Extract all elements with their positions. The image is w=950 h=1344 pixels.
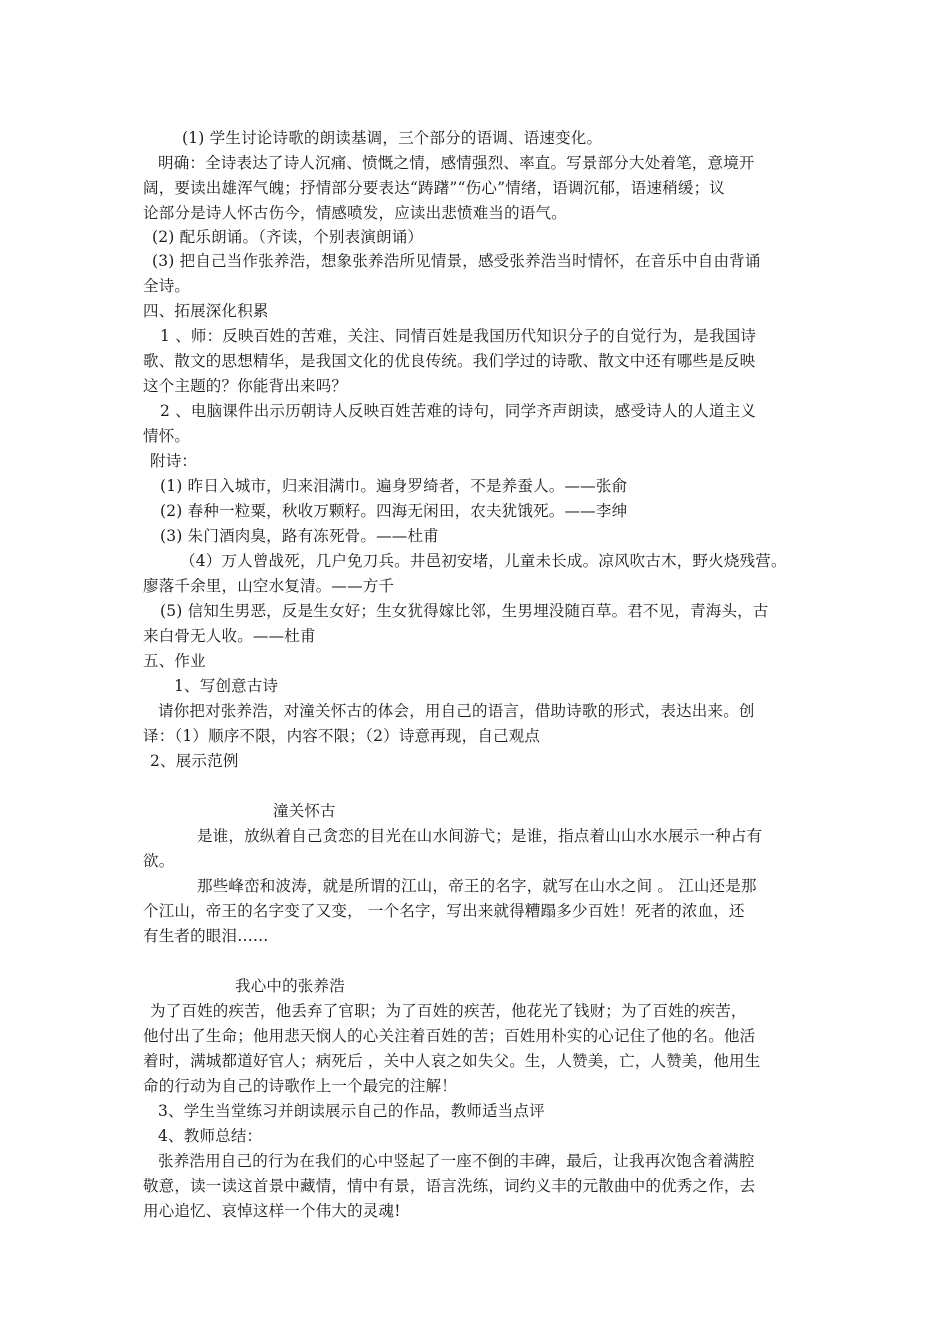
poem-line: 廖落千余里，山空水复清。——方千 xyxy=(143,577,395,595)
text-line: 有生者的眼泪…… xyxy=(143,927,269,945)
text-line: 为了百姓的疾苦，他丢弃了官职；为了百姓的疾苦，他花光了钱财；为了百姓的疾苦， xyxy=(150,1002,747,1020)
text-line: 欲。 xyxy=(143,852,175,870)
text-line: 歌、散文的思想精华，是我国文化的优良传统。我们学过的诗歌、散文中还有哪些是反映 xyxy=(143,352,756,370)
poem-line: (3) 朱门酒肉臭，路有冻死骨。——杜甫 xyxy=(160,527,439,545)
text-line: 着时，满城都道好官人；病死后 ，关中人哀之如失父。生，人赞美，亡，人赞美，他用生 xyxy=(143,1052,761,1070)
text-line: 论部分是诗人怀古伤今，情感喷发，应读出悲愤难当的语气。 xyxy=(143,204,567,222)
text-line: 张养浩用自己的行为在我们的心中竖起了一座不倒的丰碑，最后，让我再次饱含着满腔 xyxy=(158,1152,755,1170)
section-heading: 四、拓展深化积累 xyxy=(143,302,269,320)
text-line: 2 、电脑课件出示历朝诗人反映百姓苦难的诗句，同学齐声朗读，感受诗人的人道主义 xyxy=(160,402,757,420)
text-line: 情怀。 xyxy=(143,427,191,445)
poem-line: 来白骨无人收。——杜甫 xyxy=(143,627,316,645)
text-line: 1、写创意古诗 xyxy=(174,677,279,695)
text-line: 请你把对张养浩，对潼关怀古的体会，用自己的语言，借助诗歌的形式，表达出来。创 xyxy=(158,702,755,720)
section-heading: 五、作业 xyxy=(143,652,206,670)
text-line: 译：（1）顺序不限，内容不限；（2）诗意再现，自己观点 xyxy=(143,727,541,745)
text-line: 用心追忆、哀悼这样一个伟大的灵魂! xyxy=(143,1202,401,1220)
poem-title: 我心中的张养浩 xyxy=(235,977,345,995)
text-line: 命的行动为自己的诗歌作上一个最完的注解！ xyxy=(143,1077,458,1095)
text-line: 全诗。 xyxy=(143,277,191,295)
text-line: 1 、师：反映百姓的苦难，关注、同情百姓是我国历代知识分子的自觉行为，是我国诗 xyxy=(160,327,757,345)
text-line: 附诗： xyxy=(150,452,198,470)
text-line: 4、教师总结： xyxy=(158,1127,263,1145)
poem-line: (2) 春种一粒粟，秋收万颗籽。四海无闲田，农夫犹饿死。——李绅 xyxy=(160,502,628,520)
poem-line: （4）万人曾战死，几户免刀兵。井邑初安堵，儿童未长成。凉风吹古木，野火烧残营。 xyxy=(180,552,787,570)
poem-line: (5) 信知生男恶，反是生女好；生女犹得嫁比邻，生男埋没随百草。君不见，青海头，古 xyxy=(160,602,769,620)
text-line: (3) 把自己当作张养浩，想象张养浩所见情景，感受张养浩当时情怀，在音乐中自由背诵 xyxy=(152,252,761,270)
text-line: 是谁，放纵着自己贪恋的目光在山水间游弋；是谁，指点着山山水水展示一种占有 xyxy=(197,827,763,845)
text-line: (2) 配乐朗诵。（齐读，个别表演朗诵） xyxy=(152,228,424,246)
text-line: 敬意，读一读这首景中藏情，情中有景，语言洗练，词约义丰的元散曲中的优秀之作，去 xyxy=(143,1177,756,1195)
text-line: 个江山，帝王的名字变了又变， 一个名字，写出来就得糟蹋多少百姓！死者的浓血，还 xyxy=(143,902,745,920)
text-line: 3、学生当堂练习并朗读展示自己的作品，教师适当点评 xyxy=(158,1102,545,1120)
text-line: 这个主题的？你能背出来吗？ xyxy=(143,377,348,395)
text-line: 他付出了生命；他用悲天悯人的心关注着百姓的苦；百姓用朴实的心记住了他的名。他活 xyxy=(143,1027,756,1045)
text-line: 明确：全诗表达了诗人沉痛、愤慨之情，感情强烈、率直。写景部分大处着笔，意境开 xyxy=(158,154,755,172)
poem-line: (1) 昨日入城市，归来泪满巾。遍身罗绮者，不是养蚕人。——张俞 xyxy=(160,477,628,495)
poem-title: 潼关怀古 xyxy=(273,802,336,820)
text-line: (1) 学生讨论诗歌的朗读基调，三个部分的语调、语速变化。 xyxy=(182,129,603,147)
text-line: 那些峰峦和波涛，就是所谓的江山，帝王的名字，就写在山水之间 。 江山还是那 xyxy=(197,877,757,895)
text-line: 2、展示范例 xyxy=(150,752,239,770)
text-line: 阔，要读出雄浑气魄；抒情部分要表达“踌躇”“伤心”情绪，语调沉郁，语速稍缓；议 xyxy=(143,179,725,197)
